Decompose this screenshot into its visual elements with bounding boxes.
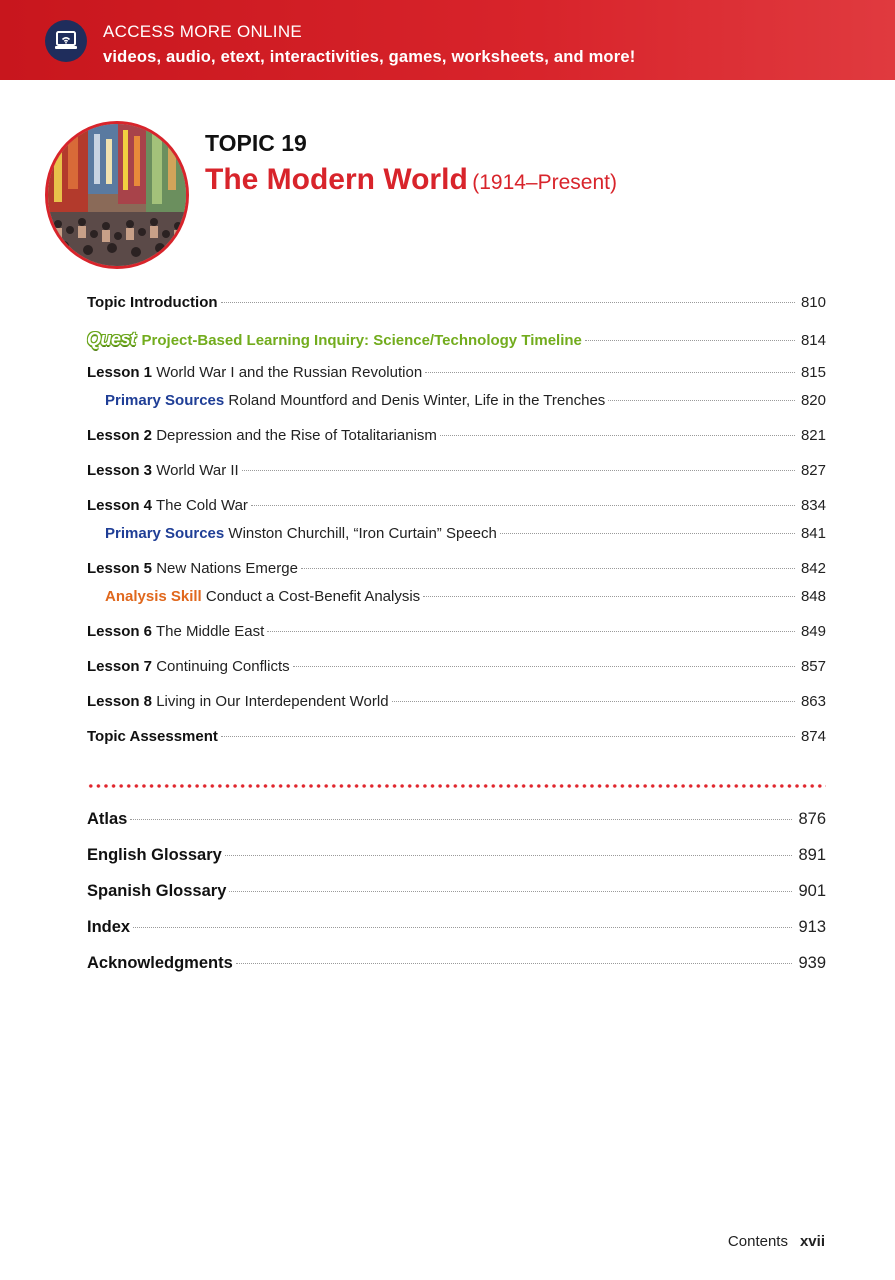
leader-dots: [423, 596, 795, 597]
lesson-number: Lesson 3: [87, 462, 153, 479]
toc-page-number: 821: [800, 427, 826, 444]
toc-lesson-4[interactable]: [87, 497, 826, 519]
banner-subheading: videos, audio, etext, interactivities, games, worksheets, and more!: [103, 48, 636, 66]
lesson-number: Lesson 5: [87, 560, 153, 577]
leader-dots: [585, 340, 795, 341]
lesson-title: World War I and the Russian Revolution: [156, 364, 423, 381]
leader-dots: [130, 819, 792, 820]
lesson-number: Lesson 1: [87, 364, 153, 381]
toc-entry-label: Spanish Glossary: [87, 882, 227, 900]
toc-lesson-1[interactable]: [87, 364, 826, 386]
toc-page-number: 842: [800, 560, 826, 577]
banner-heading: ACCESS MORE ONLINE: [103, 22, 303, 41]
access-online-banner[interactable]: [0, 0, 895, 80]
feature-title: Conduct a Cost-Benefit Analysis: [205, 588, 421, 605]
red-dotted-divider: [87, 784, 826, 788]
lesson-title: New Nations Emerge: [156, 560, 298, 577]
toc-page-number: 827: [800, 462, 826, 479]
toc-atlas[interactable]: [87, 810, 826, 832]
feature-title: Roland Mountford and Denis Winter, Life in the Trenches: [228, 392, 606, 409]
leader-dots: [221, 736, 795, 737]
topic-title-years: (1914–Present): [472, 171, 617, 194]
topic-title-main: The Modern World: [205, 163, 468, 196]
toc-page-number: 820: [800, 392, 826, 409]
toc-lesson-2[interactable]: [87, 427, 826, 449]
toc-entry-label: Topic Introduction: [87, 294, 218, 311]
leader-dots: [440, 435, 795, 436]
toc-entry-label: Atlas: [87, 810, 128, 828]
toc-page-number: 841: [800, 525, 826, 542]
toc-lesson-5[interactable]: [87, 560, 826, 582]
leader-dots: [133, 927, 792, 928]
leader-dots: [267, 631, 795, 632]
toc-entry-label: Acknowledgments: [87, 954, 233, 972]
toc-lesson-3[interactable]: [87, 462, 826, 484]
toc-page-number: 815: [800, 364, 826, 381]
toc-index[interactable]: [87, 918, 826, 940]
leader-dots: [221, 302, 795, 303]
leader-dots: [242, 470, 795, 471]
toc-acknowledgments[interactable]: [87, 954, 826, 976]
leader-dots: [225, 855, 793, 856]
lesson-number: Lesson 6: [87, 623, 153, 640]
leader-dots: [425, 372, 795, 373]
toc-lesson-5-analysis-skill[interactable]: [87, 588, 826, 610]
lesson-number: Lesson 4: [87, 497, 153, 514]
lesson-title: Living in Our Interdependent World: [156, 693, 389, 710]
lesson-title: Depression and the Rise of Totalitarianism: [156, 427, 437, 444]
toc-page-number: 876: [798, 810, 826, 828]
lesson-number: Lesson 8: [87, 693, 153, 710]
topic-number: TOPIC 19: [205, 130, 307, 156]
toc-english-glossary[interactable]: [87, 846, 826, 868]
toc-topic-assessment[interactable]: [87, 728, 826, 750]
toc-page-number: 939: [798, 954, 826, 972]
toc-page-number: 810: [800, 294, 826, 311]
quest-logo: Quest: [87, 329, 136, 349]
toc-entry-label: Index: [87, 918, 131, 936]
lesson-number: Lesson 7: [87, 658, 153, 675]
toc-lesson-8[interactable]: [87, 693, 826, 715]
feature-tag: Primary Sources: [105, 392, 225, 409]
lesson-title: Continuing Conflicts: [156, 658, 290, 675]
feature-tag: Analysis Skill: [105, 588, 202, 605]
toc-entry-label: Project-Based Learning Inquiry: Science/Technology Timeline: [141, 332, 582, 349]
footer-label: Contents: [727, 1233, 788, 1250]
toc-page-number: 848: [800, 588, 826, 605]
lesson-title: World War II: [156, 462, 239, 479]
toc-lesson-4-primary-sources[interactable]: [87, 525, 826, 547]
lesson-title: The Middle East: [155, 623, 265, 640]
leader-dots: [608, 400, 795, 401]
leader-dots: [500, 533, 795, 534]
lesson-number: Lesson 2: [87, 427, 153, 444]
toc-spanish-glossary[interactable]: [87, 882, 826, 904]
footer-page-number: xvii: [799, 1233, 825, 1250]
toc-topic-introduction[interactable]: [87, 294, 826, 316]
leader-dots: [251, 505, 795, 506]
toc-page-number: 814: [800, 332, 826, 349]
feature-tag: Primary Sources: [105, 525, 225, 542]
leader-dots: [301, 568, 795, 569]
toc-lesson-6[interactable]: [87, 623, 826, 645]
leader-dots: [293, 666, 795, 667]
toc-page-number: 874: [800, 728, 826, 745]
lesson-title: The Cold War: [155, 497, 248, 514]
toc-entry-label: English Glossary: [87, 846, 222, 864]
page-footer: [728, 1233, 825, 1250]
toc-page-number: 901: [798, 882, 826, 900]
toc-page-number: 913: [798, 918, 826, 936]
toc-page-number: 863: [800, 693, 826, 710]
topic-photo-city-street: [45, 121, 189, 269]
toc-page-number: 849: [800, 623, 826, 640]
feature-title: Winston Churchill, “Iron Curtain” Speech: [228, 525, 497, 542]
laptop-icon: [45, 20, 87, 62]
topic-title: [205, 163, 617, 197]
toc-page-number: 891: [798, 846, 826, 864]
toc-page-number: 834: [800, 497, 826, 514]
leader-dots: [229, 891, 792, 892]
toc-page-number: 857: [800, 658, 826, 675]
toc-entry-label: Topic Assessment: [87, 728, 218, 745]
toc-lesson-1-primary-sources[interactable]: [87, 392, 826, 414]
toc-quest[interactable]: [87, 329, 826, 351]
leader-dots: [236, 963, 793, 964]
leader-dots: [392, 701, 795, 702]
toc-lesson-7[interactable]: [87, 658, 826, 680]
